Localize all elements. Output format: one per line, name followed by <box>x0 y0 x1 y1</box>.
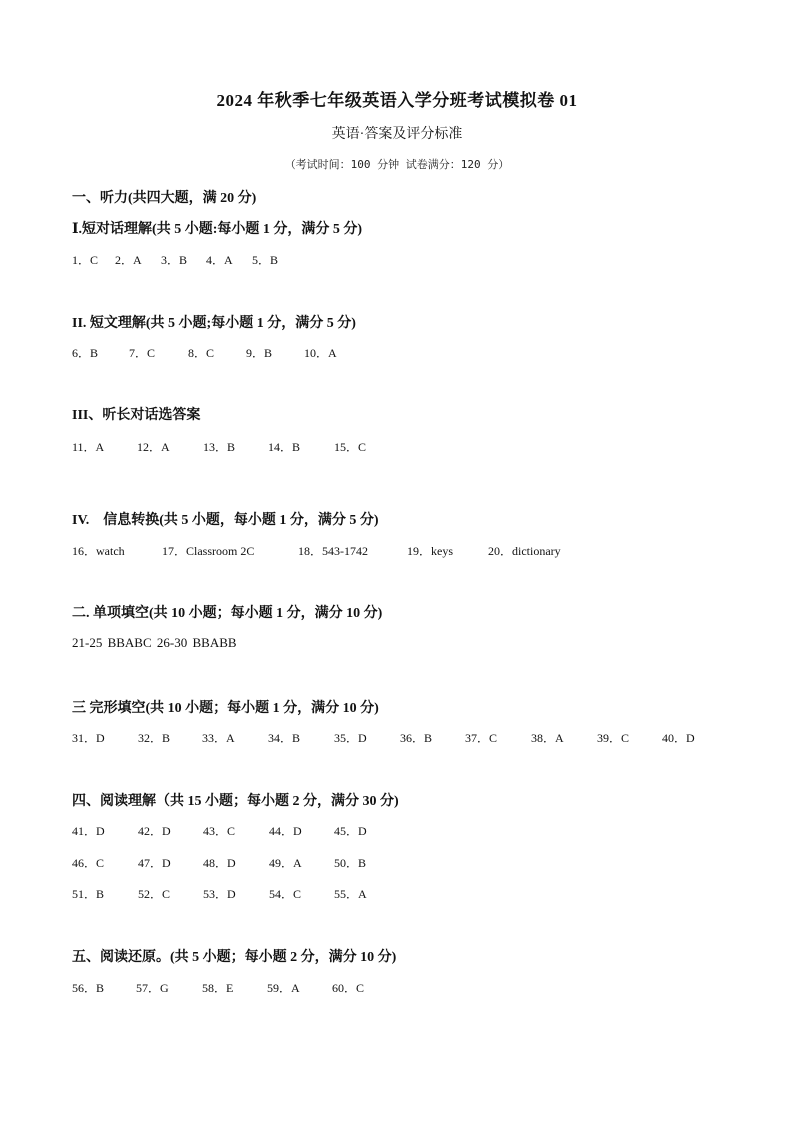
answer-item: 34．B <box>268 731 301 745</box>
answer-item: 9．B <box>246 346 273 360</box>
answer-item: 7．C <box>129 346 156 360</box>
answer-item: 13．B <box>203 440 236 454</box>
answer-item: 8．C <box>188 346 215 360</box>
part-3-heading: III、听长对话选答案 <box>72 408 201 423</box>
answer-item: 11．A <box>72 440 105 454</box>
answer-item: 3．B <box>161 253 188 267</box>
answer-item: 42．D <box>138 824 171 838</box>
answer-item: 55．A <box>334 887 367 901</box>
answer-item: 37．C <box>465 731 498 745</box>
answer-item: 60．C <box>332 981 365 995</box>
page-subtitle: 英语·答案及评分标准 <box>331 127 463 142</box>
answer-item: 48．D <box>203 856 236 870</box>
section-4-heading: 四、阅读理解（共 15 小题；每小题 2 分，满分 30 分) <box>72 794 399 809</box>
answer-item: 18．543-1742 <box>298 544 368 558</box>
answer-item: 33．A <box>202 731 235 745</box>
section-5-heading: 五、阅读还原。(共 5 小题；每小题 2 分，满分 10 分) <box>72 950 397 965</box>
answer-item: 40．D <box>662 731 695 745</box>
answer-item: 31．D <box>72 731 105 745</box>
answer-item: 57．G <box>136 981 169 995</box>
answer-item: 38．A <box>531 731 564 745</box>
answer-item: 17．Classroom 2C <box>162 544 255 558</box>
section-1-heading: 一、听力(共四大题，满 20 分) <box>72 191 257 206</box>
answer-item: 12．A <box>137 440 170 454</box>
answer-item: 39．C <box>597 731 630 745</box>
exam-meta: （考试时间：100 分钟 试卷满分：120 分） <box>284 158 510 171</box>
part-4-heading: IV. 信息转换(共 5 小题，每小题 1 分，满分 5 分) <box>72 513 379 528</box>
answer-item: 2．A <box>115 253 142 267</box>
answer-item: 46．C <box>72 856 105 870</box>
answer-item: 14．B <box>268 440 301 454</box>
answer-item: 41．D <box>72 824 105 838</box>
answer-item: 20．dictionary <box>488 544 561 558</box>
answer-item: 56．B <box>72 981 105 995</box>
answer-item: 59．A <box>267 981 300 995</box>
answer-item: 32．B <box>138 731 171 745</box>
section-2-answers: 21-25 BBABC 26-30 BBABB <box>72 635 237 650</box>
answer-item: 44．D <box>269 824 302 838</box>
answer-item: 1．C <box>72 253 99 267</box>
answer-item: 50．B <box>334 856 367 870</box>
answer-item: 51．B <box>72 887 105 901</box>
answer-item: 45．D <box>334 824 367 838</box>
answer-item: 19．keys <box>407 544 453 558</box>
part-1-heading: Ⅰ.短对话理解(共 5 小题:每小题 1 分，满分 5 分) <box>72 222 363 237</box>
section-2-heading: 二. 单项填空(共 10 小题；每小题 1 分，满分 10 分) <box>72 606 383 621</box>
part-2-heading: II. 短文理解(共 5 小题;每小题 1 分，满分 5 分) <box>72 316 356 331</box>
answer-item: 47．D <box>138 856 171 870</box>
answer-item: 4．A <box>206 253 233 267</box>
answer-item: 54．C <box>269 887 302 901</box>
answer-item: 6．B <box>72 346 99 360</box>
answer-item: 36．B <box>400 731 433 745</box>
answer-item: 5．B <box>252 253 279 267</box>
answer-item: 52．C <box>138 887 171 901</box>
answer-item: 49．A <box>269 856 302 870</box>
section-3-heading: 三 完形填空(共 10 小题；每小题 1 分，满分 10 分) <box>72 701 379 716</box>
answer-item: 16．watch <box>72 544 125 558</box>
answer-item: 35．D <box>334 731 367 745</box>
answer-item: 10．A <box>304 346 337 360</box>
answer-item: 43．C <box>203 824 236 838</box>
answer-item: 53．D <box>203 887 236 901</box>
answer-item: 58．E <box>202 981 234 995</box>
answer-item: 15．C <box>334 440 367 454</box>
page-title: 2024 年秋季七年级英语入学分班考试模拟卷 01 <box>216 91 578 110</box>
